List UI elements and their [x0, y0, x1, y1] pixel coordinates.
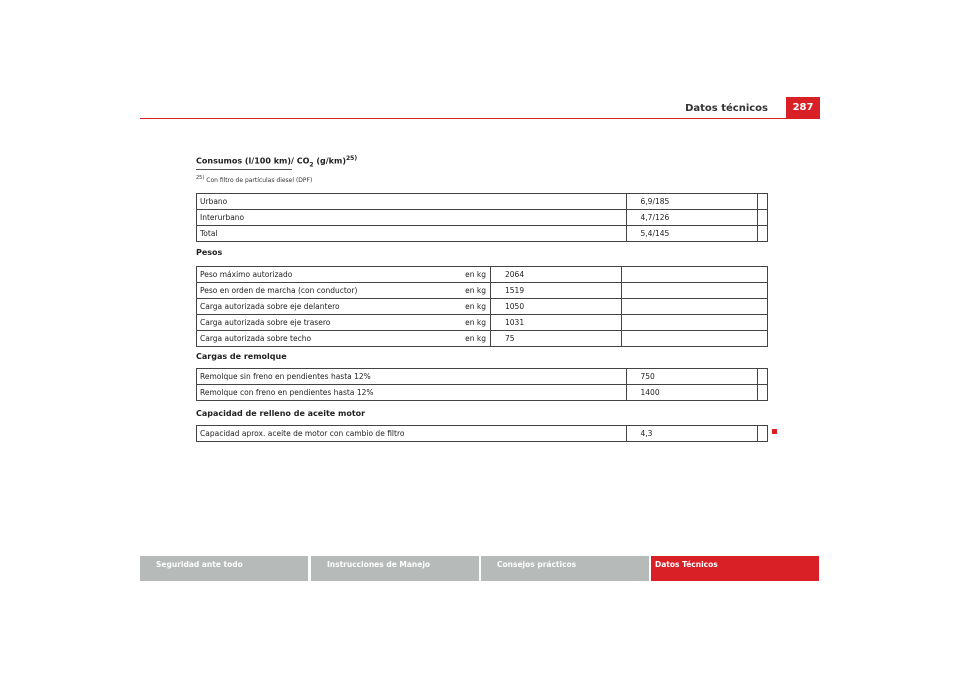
- consumption-table: [196, 193, 768, 242]
- row-label: Carga autorizada sobre eje trasero: [197, 315, 444, 331]
- row-empty-cell: [757, 369, 767, 385]
- footer-tab-datos-tecnicos[interactable]: Datos Técnicos: [651, 556, 819, 581]
- footnote-mark: 25): [196, 175, 205, 181]
- row-empty-cell: [757, 226, 767, 242]
- consumption-title-part-a: Consumos (l/100 km)/ CO: [196, 156, 310, 166]
- table-row: [197, 426, 768, 442]
- table-row: [197, 315, 768, 331]
- weights-table: [196, 266, 768, 347]
- table-row: [197, 210, 768, 226]
- row-empty-cell: [757, 426, 767, 442]
- table-row: [197, 267, 768, 283]
- oil-table: [196, 425, 768, 442]
- row-label: Remolque con freno en pendientes hasta 12%: [197, 385, 627, 401]
- table-row: [197, 369, 768, 385]
- oil-section-title: Capacidad de relleno de aceite motor: [196, 409, 366, 418]
- row-empty-cell: [622, 267, 768, 283]
- row-label: Carga autorizada sobre eje delantero: [197, 299, 444, 315]
- trailer-section-title: Cargas de remolque: [196, 352, 287, 361]
- footer-tab-instrucciones[interactable]: Instrucciones de Manejo: [311, 556, 479, 581]
- row-label: Peso en orden de marcha (con conductor): [197, 283, 444, 299]
- table-row: [197, 194, 768, 210]
- row-unit: en kg: [443, 315, 491, 331]
- row-value: 1400: [626, 385, 757, 401]
- row-empty-cell: [622, 299, 768, 315]
- row-empty-cell: [622, 315, 768, 331]
- table-row: [197, 226, 768, 242]
- row-empty-cell: [757, 194, 767, 210]
- row-value: 2064: [491, 267, 622, 283]
- row-value: 4,3: [626, 426, 757, 442]
- page-number-badge: 287: [786, 97, 820, 119]
- row-empty-cell: [622, 283, 768, 299]
- row-unit: en kg: [443, 267, 491, 283]
- section-end-marker-icon: [772, 429, 777, 434]
- consumption-section-title: [196, 155, 357, 168]
- co2-subscript: 2: [309, 161, 314, 169]
- page-header-title: Datos técnicos: [685, 103, 768, 114]
- consumption-title-part-b: (g/km): [313, 156, 346, 166]
- row-value: 1031: [491, 315, 622, 331]
- row-unit: en kg: [443, 299, 491, 315]
- row-label: Interurbano: [197, 210, 627, 226]
- table-row: [197, 299, 768, 315]
- row-value: 4,7/126: [626, 210, 757, 226]
- footer-tab-consejos[interactable]: Consejos prácticos: [481, 556, 649, 581]
- row-value: 6,9/185: [626, 194, 757, 210]
- row-label: Urbano: [197, 194, 627, 210]
- footnote-divider: [196, 169, 292, 170]
- row-value: 75: [491, 331, 622, 347]
- row-value: 5,4/145: [626, 226, 757, 242]
- row-unit: en kg: [443, 331, 491, 347]
- table-row: [197, 385, 768, 401]
- header-divider: [140, 118, 820, 119]
- footer-tab-seguridad[interactable]: Seguridad ante todo: [140, 556, 308, 581]
- row-unit: en kg: [443, 283, 491, 299]
- row-empty-cell: [622, 331, 768, 347]
- table-row: [197, 283, 768, 299]
- footnote: [196, 175, 312, 184]
- row-label: Peso máximo autorizado: [197, 267, 444, 283]
- footnote-reference: 25): [346, 155, 358, 162]
- row-label: Carga autorizada sobre techo: [197, 331, 444, 347]
- row-value: 750: [626, 369, 757, 385]
- row-label: Capacidad aprox. aceite de motor con cambio de filtro: [197, 426, 627, 442]
- row-label: Remolque sin freno en pendientes hasta 12%: [197, 369, 627, 385]
- row-empty-cell: [757, 210, 767, 226]
- weights-section-title: Pesos: [196, 248, 223, 257]
- row-label: Total: [197, 226, 627, 242]
- row-value: 1050: [491, 299, 622, 315]
- table-row: [197, 331, 768, 347]
- trailer-table: [196, 368, 768, 401]
- row-value: 1519: [491, 283, 622, 299]
- row-empty-cell: [757, 385, 767, 401]
- footnote-text: Con filtro de partículas diesel (DPF): [206, 177, 313, 184]
